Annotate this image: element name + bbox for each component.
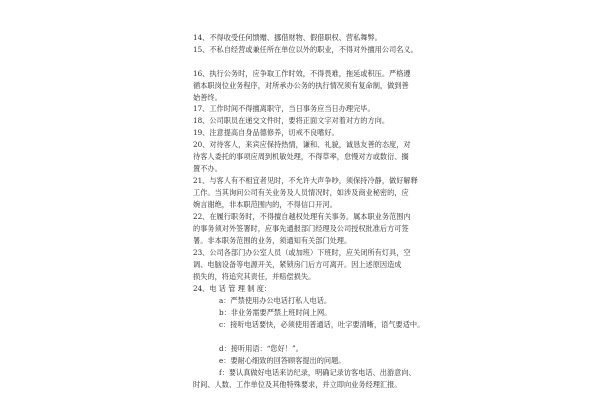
- phone-rule-b: b：非业务需要严禁上班时间上网。: [219, 308, 332, 317]
- rule-16-line-2: 循本职岗位业务程序，对所承办公务的执行情况须有复命制，做到善: [193, 81, 409, 90]
- rule-22-line-1: 22、在履行职务时，不得擅自越权处理有关事务。属本职业务范围内: [193, 212, 411, 221]
- phone-rule-f-line-2: 时间、人数、工作单位及其他特殊要求，并立即向业务经理汇报。: [193, 380, 402, 389]
- rule-14: 14、不得收受任何馈赠、挪借财物、假借职权、营私舞弊。: [193, 33, 382, 42]
- rule-24-heading: 24、电 话 管 理 制 度：: [193, 284, 272, 293]
- rule-18: 18、公司职员在递交文件时，要将正面文字对着对方的方向。: [193, 116, 390, 125]
- rule-21-line-1: 21、与客人有不相宜者见时，不允许大声争吵，须保持冷静，做好解释: [193, 176, 418, 185]
- rule-15: 15、不私自经营或兼任所在单位以外的职业，不得对外擅用公司名义。: [193, 45, 418, 54]
- rule-20-line-1: 20、对待客人，来宾应保持热情，谦和、礼貌，诚恳友善的态度，对: [193, 140, 411, 149]
- phone-rule-e: e：要耐心细致的回答顾客提出的问题。: [219, 356, 346, 365]
- rule-17: 17、工作时间不得擅离职守，当日事务应当日办理完毕。: [193, 104, 375, 113]
- phone-rule-d: d：接听用语：“您好！”。: [219, 344, 303, 353]
- phone-rule-f-line-1: f：要认真做好电话来访纪录，明确记录访客电话、出游意向、: [219, 368, 416, 377]
- rule-23-line-2: 调、电脑设备等电源开关，紧锁房门后方可离开。因上述原因造成: [193, 260, 402, 269]
- rule-19: 19、注意提高自身品德修养，切戒不良嗜好。: [193, 128, 339, 137]
- rule-20-line-2: 待客人委托的事项应周到机敏处理，不得草率，怠慢对方或数衍、搁: [193, 152, 409, 161]
- rule-16-line-3: 始善终。: [193, 93, 222, 102]
- rule-16-line-1: 16、执行公务时，应争取工作时效，不得畏难，拖延或积压。严格遵: [193, 69, 411, 78]
- rule-22-line-3: 署。非本职务范围的业务，须通知有关部门处理。: [193, 236, 352, 245]
- phone-rule-a: a：严禁使用办公电话打私人电话。: [219, 296, 332, 305]
- rule-21-line-3: 婉言谢绝，非本职范围内的，不得信口开河。: [193, 200, 337, 209]
- rule-23-line-1: 23、公司各部门办公室人员（或加班）下班时，应关闭所有灯具，空: [193, 248, 411, 257]
- rule-23-line-3: 损失的，将追究其责任，并赔偿损失。: [193, 272, 316, 281]
- rule-22-line-2: 的事务须对外签署时，应事先通报部门经理及公司授权批准后方可签: [193, 224, 409, 233]
- rule-21-line-2: 工作。当其询问公司有关业务及人员情况时，如涉及商业秘密的，应: [193, 188, 409, 197]
- rule-20-line-3: 置不办。: [193, 164, 222, 173]
- phone-rule-c: c：接听电话要快，必须使用普通话，吐字要清晰，语气要适中。: [219, 320, 425, 329]
